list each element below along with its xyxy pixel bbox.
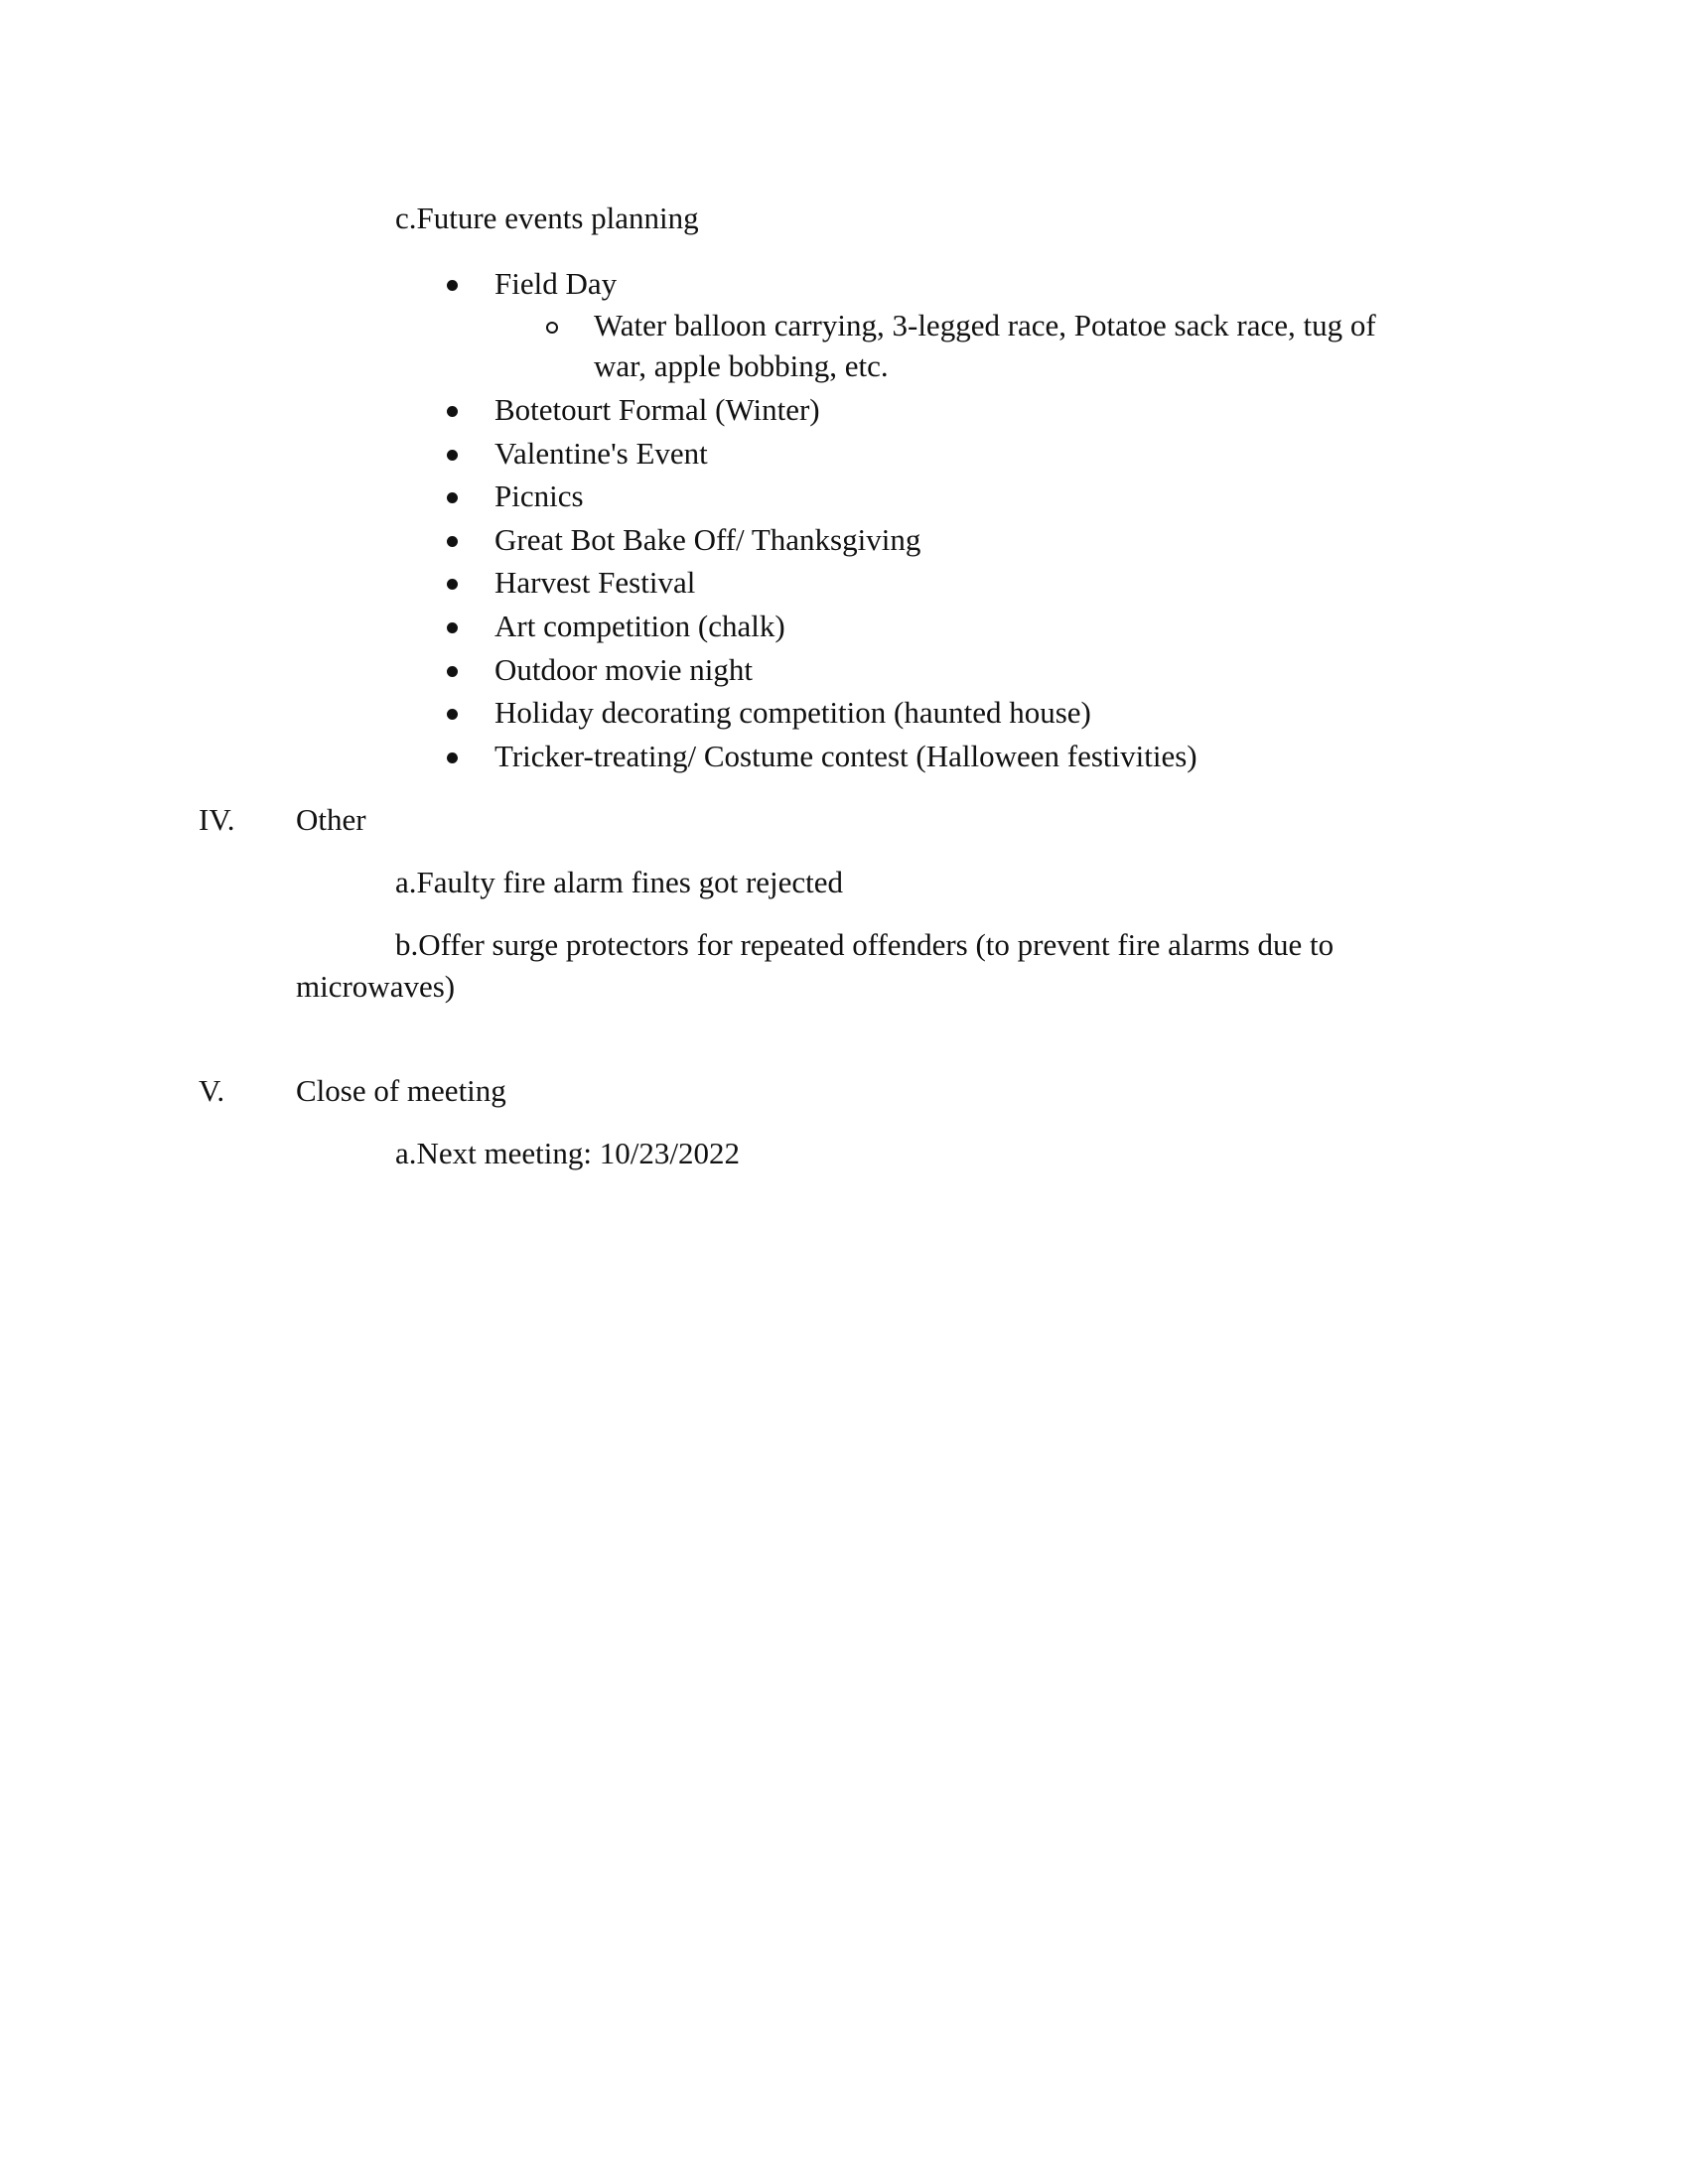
list-item: Field Day [494,266,618,301]
list-item: Holiday decorating competition (haunted house) [494,695,1091,730]
list-item: Tricker-treating/ Costume contest (Halloween festivities) [494,739,1197,773]
sub-list-item-continued: war, apple bobbing, etc. [594,348,889,383]
section-title: Close of meeting [296,1073,506,1108]
bullet-icon [447,492,458,503]
list-item: Art competition (chalk) [494,609,785,643]
agenda-item: b.Offer surge protectors for repeated offenders (to prevent fire alarms due to [395,927,1335,962]
section-title: Other [296,802,366,837]
bullet-icon [447,280,458,291]
bullet-icon [447,622,458,633]
future-events-heading: c.Future events planning [395,201,699,235]
section-numeral: IV. [199,802,235,837]
bullet-icon [447,752,458,763]
bullet-icon [447,709,458,720]
bullet-icon [447,579,458,590]
agenda-item: a.Faulty fire alarm fines got rejected [395,865,844,899]
list-item: Great Bot Bake Off/ Thanksgiving [494,522,921,557]
list-item: Valentine's Event [494,436,708,471]
list-item: Harvest Festival [494,565,696,600]
list-item: Outdoor movie night [494,652,754,687]
list-item: Picnics [494,478,584,513]
list-item: Botetourt Formal (Winter) [494,392,820,427]
bullet-icon [447,406,458,417]
bullet-icon [447,450,458,461]
sub-bullet-icon [546,322,558,334]
bullet-icon [447,666,458,677]
bullet-icon [447,536,458,547]
agenda-item-continued: microwaves) [296,969,456,1004]
next-meeting: a.Next meeting: 10/23/2022 [395,1136,740,1170]
sub-list-item: Water balloon carrying, 3-legged race, Potatoe sack race, tug of [594,308,1376,342]
section-numeral: V. [199,1073,225,1108]
